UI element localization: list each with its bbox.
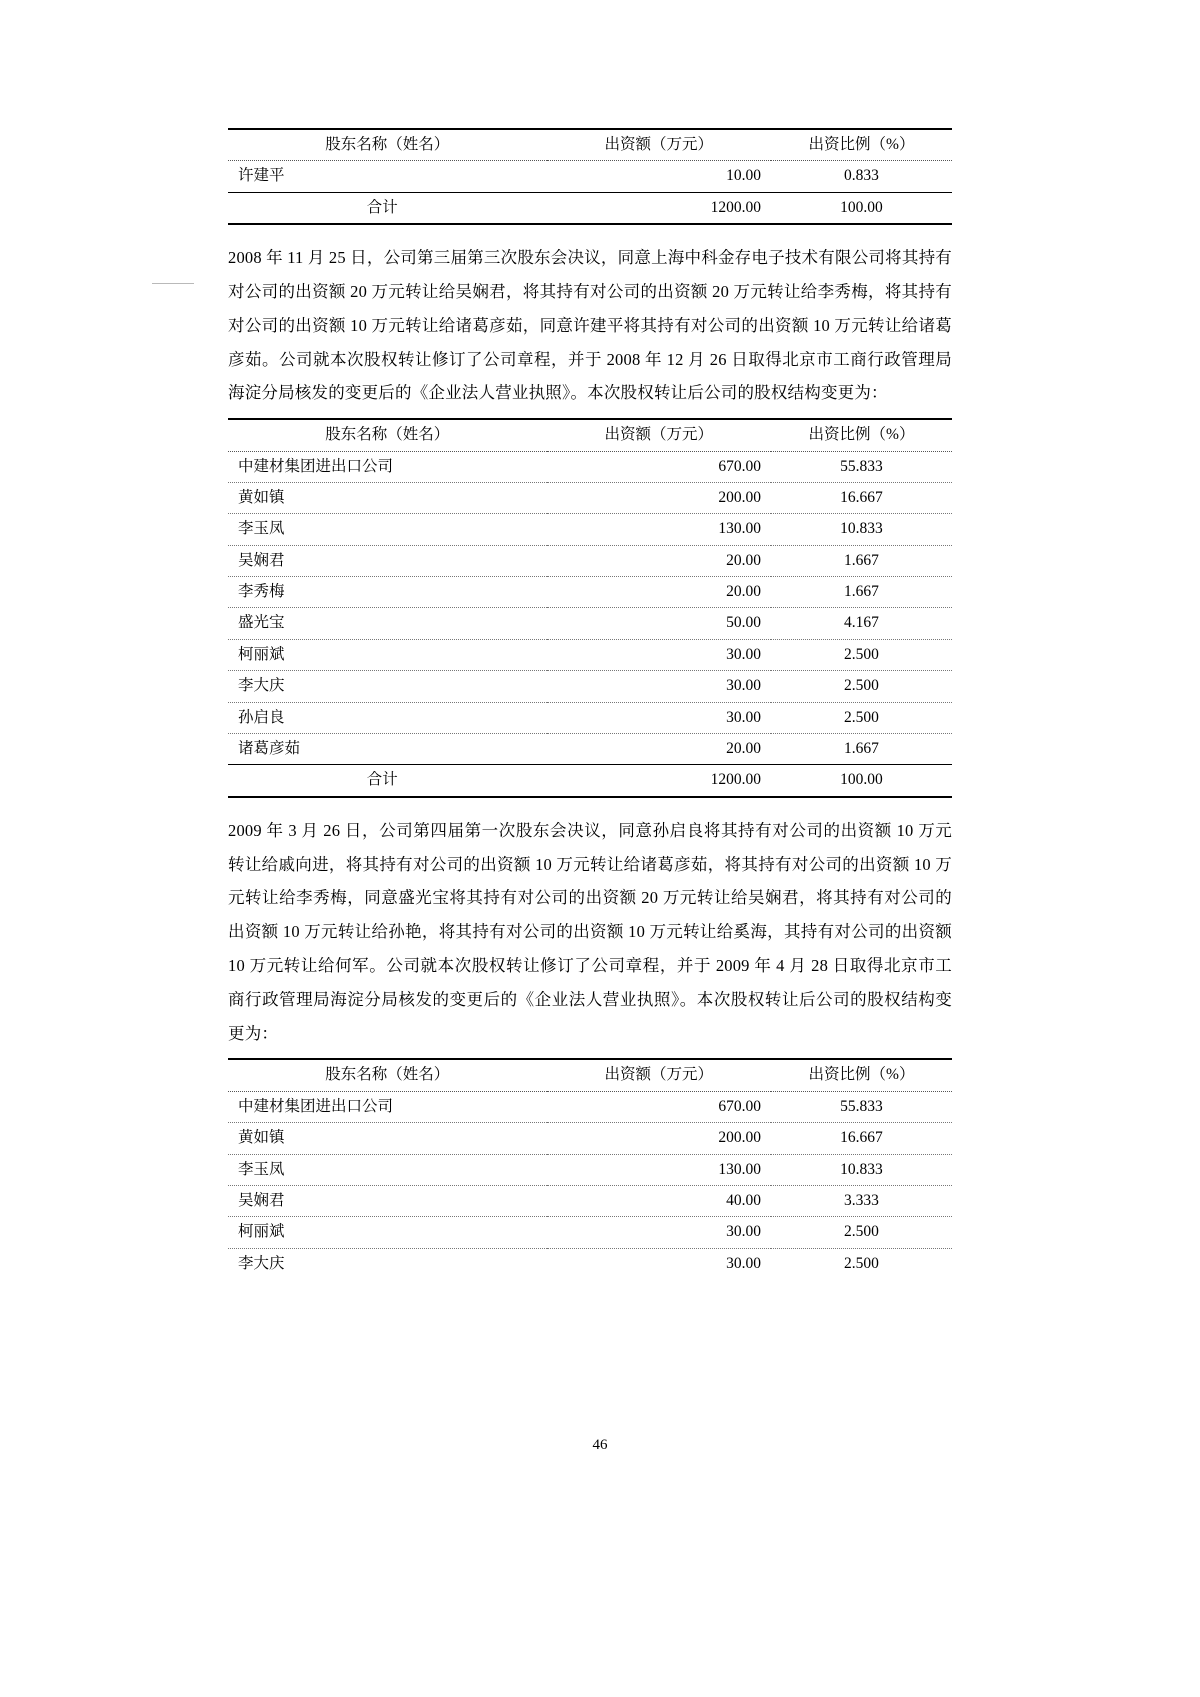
cell-ratio: 1.667 [771,577,952,608]
cell-total-label: 合计 [228,765,547,797]
margin-tick-mark [152,283,194,284]
cell-shareholder-name: 许建平 [228,161,547,192]
table-row [228,671,952,702]
cell-shareholder-name: 吴娴君 [228,1185,547,1216]
cell-shareholder-name: 柯丽斌 [228,639,547,670]
table-row [228,733,952,764]
cell-total-label: 合计 [228,192,547,224]
paragraph-2009-resolution: 2009 年 3 月 26 日，公司第四届第一次股东会决议，同意孙启良将其持有对公司的出资额 10 万元转让给戚向进，将其持有对公司的出资额 10 万元转让给诸葛彦茹，将其持有对公司的出资额 10 万元转让给李秀梅，同意盛光宝将其持有对公司的出资额 20 万元转让给吴娴君，将其持有对公司的出资额 10 万元转让给孙艳，将其持有对公司的出资额 10 万元转让给奚海，其持有对公司的出资额 10 万元转让给何军。公司就本次股权转让修订了公司章程，并于 2009 年 4 月 28 日取得北京市工商行政管理局海淀分局核发的变更后的《企业法人营业执照》。本次股权转让后公司的股权结构变更为： [228,820,952,1043]
column-header-name: 股东名称（姓名） [228,129,547,161]
cell-shareholder-name: 吴娴君 [228,545,547,576]
cell-ratio: 16.667 [771,1123,952,1154]
table-row [228,161,952,192]
column-header-ratio: 出资比例（%） [771,419,952,451]
table-row [228,702,952,733]
cell-shareholder-name: 中建材集团进出口公司 [228,1091,547,1122]
cell-shareholder-name: 盛光宝 [228,608,547,639]
cell-amount: 20.00 [547,577,771,608]
column-header-name: 股东名称（姓名） [228,1059,547,1091]
cell-ratio: 1.667 [771,545,952,576]
table-row [228,1123,952,1154]
column-header-amount: 出资额（万元） [547,419,771,451]
cell-amount: 30.00 [547,671,771,702]
cell-amount: 30.00 [547,639,771,670]
cell-amount: 130.00 [547,514,771,545]
column-header-amount: 出资额（万元） [547,1059,771,1091]
cell-ratio: 55.833 [771,451,952,482]
cell-ratio: 4.167 [771,608,952,639]
cell-shareholder-name: 黄如镇 [228,1123,547,1154]
cell-ratio: 2.500 [771,1217,952,1248]
shareholder-table-2009 [228,1058,952,1279]
cell-amount: 30.00 [547,1217,771,1248]
cell-amount: 20.00 [547,733,771,764]
table-row [228,1248,952,1279]
cell-amount: 130.00 [547,1154,771,1185]
table-row [228,639,952,670]
table-header-row [228,1059,952,1091]
column-header-ratio: 出资比例（%） [771,1059,952,1091]
cell-amount: 200.00 [547,482,771,513]
cell-ratio: 1.667 [771,733,952,764]
cell-ratio: 2.500 [771,639,952,670]
page-content [228,128,952,1279]
cell-shareholder-name: 诸葛彦茹 [228,733,547,764]
table-row [228,608,952,639]
cell-ratio: 2.500 [771,702,952,733]
cell-amount: 40.00 [547,1185,771,1216]
paragraph-2008-resolution: 2008 年 11 月 25 日，公司第三届第三次股东会决议，同意上海中科金存电子技术有限公司将其持有对公司的出资额 20 万元转让给吴娴君，将其持有对公司的出资额 20 万元转让给李秀梅，将其持有对公司的出资额 10 万元转让给诸葛彦茹，同意许建平将其持有对公司的出资额 10 万元转让给诸葛彦茹。公司就本次股权转让修订了公司章程，并于 2008 年 12 月 26 日取得北京市工商行政管理局海淀分局核发的变更后的《企业法人营业执照》。本次股权转让后公司的股权结构变更为： [228,248,952,403]
table-row [228,451,952,482]
cell-shareholder-name: 黄如镇 [228,482,547,513]
cell-amount: 30.00 [547,702,771,733]
cell-shareholder-name: 李大庆 [238,1254,285,1272]
cell-total-ratio: 100.00 [771,765,952,797]
cell-ratio: 16.667 [771,482,952,513]
cell-ratio: 10.833 [771,514,952,545]
table-row [228,514,952,545]
cell-amount: 50.00 [547,608,771,639]
shareholder-table-2008 [228,418,952,798]
cell-amount: 670.00 [547,451,771,482]
table-header-row [228,419,952,451]
cell-amount: 200.00 [547,1123,771,1154]
table-row [228,577,952,608]
cell-shareholder-name: 中建材集团进出口公司 [228,451,547,482]
cell-shareholder-name: 柯丽斌 [228,1217,547,1248]
table-total-row [228,765,952,797]
shareholder-table-top [228,128,952,225]
page-number: 46 [592,1437,608,1453]
cell-total-amount: 1200.00 [547,192,771,224]
cell-amount: 670.00 [547,1091,771,1122]
cell-shareholder-name: 李秀梅 [228,577,547,608]
table-row [228,482,952,513]
cell-shareholder-name: 孙启良 [228,702,547,733]
cell-total-ratio: 100.00 [771,192,952,224]
table-row [228,1185,952,1216]
table-row [228,1091,952,1122]
cell-ratio: 2.500 [844,1254,879,1272]
cell-shareholder-name: 李玉凤 [228,514,547,545]
cell-amount: 20.00 [547,545,771,576]
cell-shareholder-name: 李大庆 [228,671,547,702]
table-header-row [228,129,952,161]
table-row [228,545,952,576]
column-header-name: 股东名称（姓名） [228,419,547,451]
table-row [228,1154,952,1185]
cell-amount: 30.00 [726,1254,761,1272]
table-total-row [228,192,952,224]
cell-ratio: 55.833 [771,1091,952,1122]
cell-ratio: 10.833 [771,1154,952,1185]
cell-shareholder-name: 李玉凤 [228,1154,547,1185]
cell-ratio: 0.833 [771,161,952,192]
table-row [228,1217,952,1248]
cell-amount: 10.00 [547,161,771,192]
column-header-amount: 出资额（万元） [547,129,771,161]
cell-ratio: 3.333 [771,1185,952,1216]
cell-ratio: 2.500 [771,671,952,702]
column-header-ratio: 出资比例（%） [771,129,952,161]
cell-total-amount: 1200.00 [547,765,771,797]
